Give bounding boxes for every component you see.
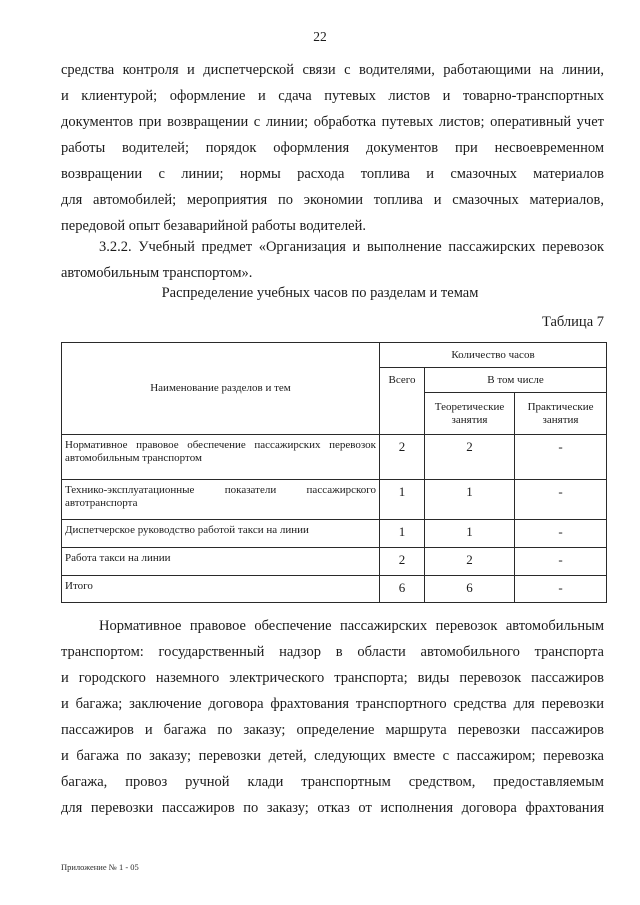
table-row	[62, 435, 607, 480]
text-line: Нормативное правовое обеспечение пассажирских перевозок автомобильным	[99, 618, 604, 634]
subject-heading-paragraph	[61, 234, 604, 286]
text-line: и городского наземного электрического транспорта; виды перевозок пассажиров	[61, 670, 604, 686]
table-heading: Распределение учебных часов по разделам и темам	[161, 285, 479, 301]
row-practice: -	[515, 480, 607, 520]
row-practice: -	[515, 520, 607, 548]
row-name: Итого	[62, 576, 380, 603]
row-total: 1	[380, 480, 425, 520]
row-practice: -	[515, 435, 607, 480]
row-theory: 1	[425, 520, 515, 548]
table-row-total	[62, 576, 607, 603]
column-header-total: Всего	[380, 368, 425, 435]
row-total: 1	[380, 520, 425, 548]
row-name: Диспетчерское руководство работой такси на линии	[62, 520, 380, 548]
table-caption: Таблица 7	[541, 314, 604, 330]
text-line: транспортом: государственный надзор в области автомобильного транспорта	[61, 644, 604, 660]
text-line: документов при возвращении с линии; обработка путевых листов; оперативный учет	[61, 114, 604, 130]
column-header-practice: Практические занятия	[515, 393, 607, 435]
row-total: 2	[380, 548, 425, 576]
text-line: пассажиров и багажа по заказу; определение маршрута перевозки пассажиров	[61, 722, 604, 738]
row-theory: 2	[425, 435, 515, 480]
column-header-theory: Теоретические занятия	[425, 393, 515, 435]
text-line: автомобильным транспортом».	[61, 265, 253, 281]
table-row	[62, 520, 607, 548]
table-row	[62, 480, 607, 520]
text-line: для перевозки пассажиров по заказу; отказ от исполнения договора фрахтования	[61, 800, 604, 816]
intro-paragraph	[61, 57, 604, 239]
page-number: 22	[313, 29, 327, 44]
text-line: и багажа; заключение договора фрахтования транспортного средства для перевозки	[61, 696, 604, 712]
row-theory: 1	[425, 480, 515, 520]
text-line: передовой опыт безаварийной работы водителей.	[61, 218, 367, 234]
text-line: работы водителей; порядок оформления документов при несвоевременном	[61, 140, 604, 156]
footer-note: Приложение № 1 - 05	[61, 862, 139, 872]
text-line: средства контроля и диспетчерской связи с водителями, работающими на линии,	[61, 62, 604, 78]
text-line: и багажа по заказу; перевозки детей, следующих вместе с пассажиром; перевозка	[61, 748, 604, 764]
row-name: Технико-эксплуатационные показатели пассажирского автотранспорта	[62, 480, 380, 520]
row-practice: -	[515, 576, 607, 603]
table-row	[62, 548, 607, 576]
column-header-name: Наименование разделов и тем	[62, 343, 380, 435]
row-theory: 6	[425, 576, 515, 603]
text-line: 3.2.2. Учебный предмет «Организация и выполнение пассажирских перевозок	[99, 239, 604, 255]
text-line: для автомобилей; мероприятия по экономии топлива и смазочных материалов,	[61, 192, 604, 208]
row-total: 6	[380, 576, 425, 603]
row-theory: 2	[425, 548, 515, 576]
body-paragraph	[61, 613, 604, 821]
column-header-including: В том числе	[425, 368, 607, 393]
row-practice: -	[515, 548, 607, 576]
hours-distribution-table	[61, 342, 607, 603]
text-line: и клиентурой; оформление и сдача путевых листов и товарно-транспортных	[61, 88, 604, 104]
text-line: багажа, провоз ручной клади транспортным средством, предоставляемым	[61, 774, 604, 790]
row-name: Нормативное правовое обеспечение пассажирских перевозок автомобильным транспортом	[62, 435, 380, 480]
column-header-hours: Количество часов	[380, 343, 607, 368]
text-line: возвращении с линии; нормы расхода топлива и смазочных материалов	[61, 166, 604, 182]
row-total: 2	[380, 435, 425, 480]
row-name: Работа такси на линии	[62, 548, 380, 576]
